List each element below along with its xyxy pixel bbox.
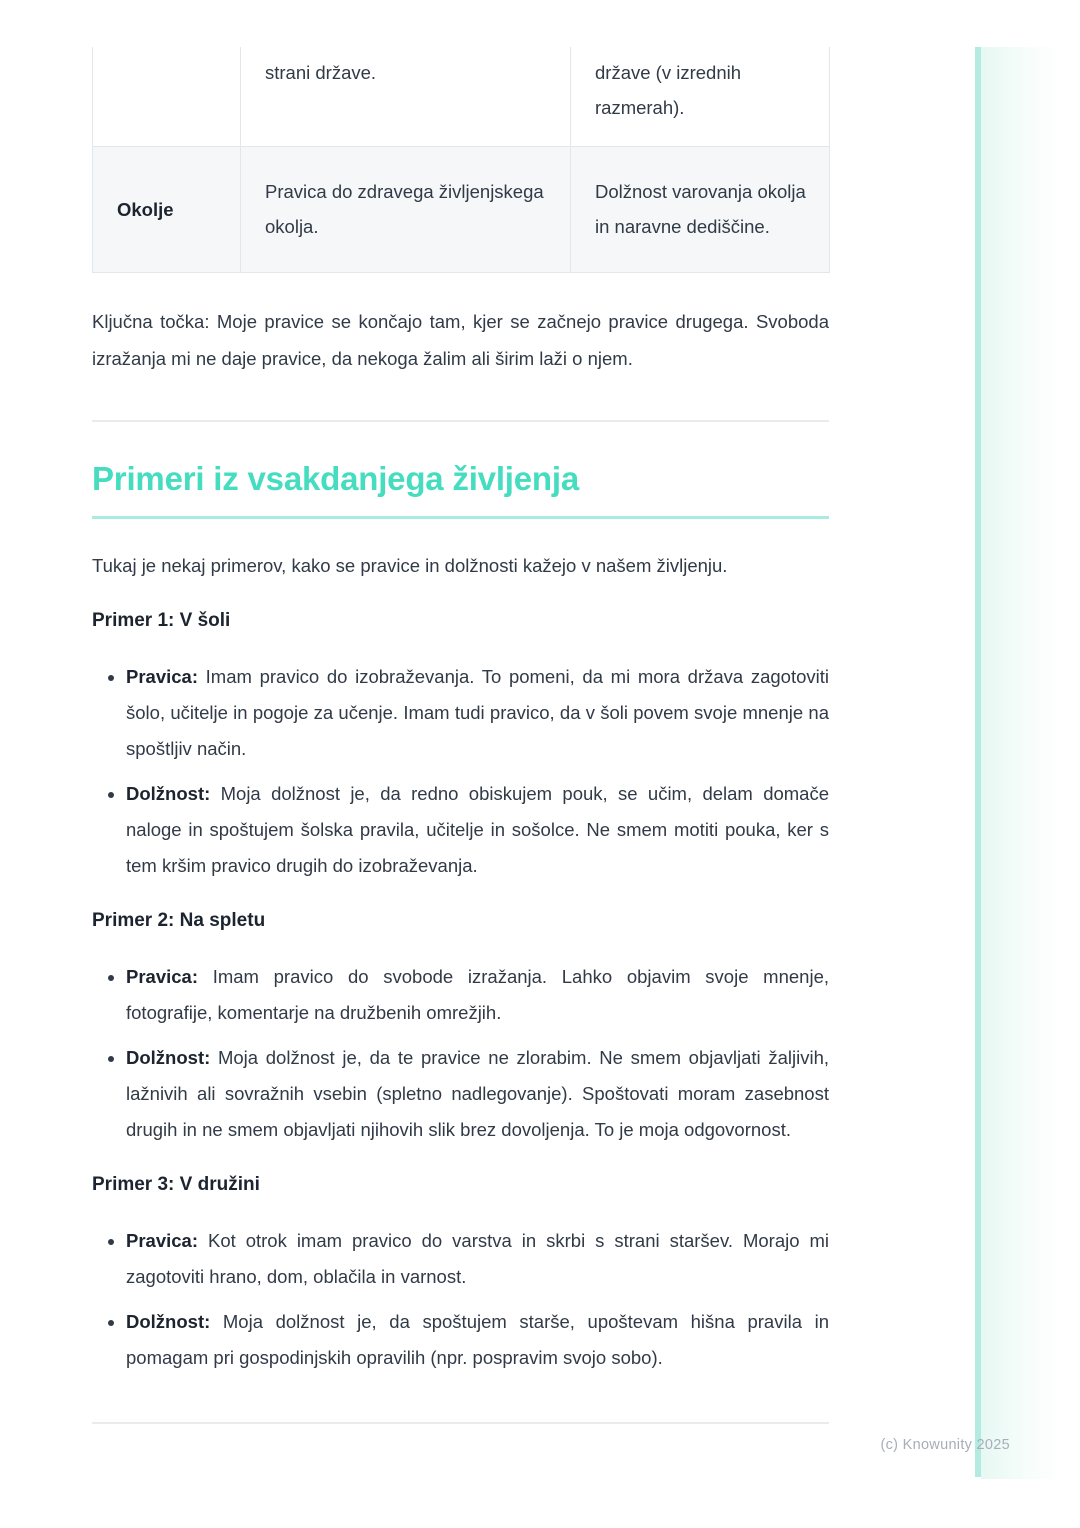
- list-item-pravica: [126, 659, 829, 767]
- list-item-dolznost: [126, 776, 829, 884]
- item-text: Moja dolžnost je, da te pravice ne zlorabim. Ne smem objavljati žaljivih, lažnivih ali sovražnih vsebin (spletno nadlegovanje). Spoštovati moram zasebnost drugih in ne smem objavljati njihovih slik brez dovoljenja. To je moja odgovornost.: [126, 1046, 830, 1140]
- example-3-list: [92, 1223, 829, 1376]
- table-cell-right: strani države.: [241, 47, 571, 146]
- section-title: Primeri iz vsakdanjega življenja: [92, 459, 829, 519]
- page-edge-glow: [981, 47, 1061, 1479]
- item-text: Moja dolžnost je, da spoštujem starše, upoštevam hišna pravila in pomagam pri gospodinjskih opravilih (npr. pospravim svojo sobo).: [126, 1310, 829, 1368]
- item-label: Dolžnost:: [126, 782, 211, 804]
- page-edge-accent-bar: [975, 47, 981, 1477]
- example-2-heading: Primer 2: Na spletu: [92, 909, 266, 931]
- bottom-divider: [92, 1422, 829, 1424]
- item-label: Pravica:: [126, 965, 198, 987]
- list-item-dolznost: [126, 1040, 829, 1148]
- list-item-pravica: [126, 1223, 829, 1295]
- list-item-pravica: [126, 959, 829, 1031]
- item-label: Dolžnost:: [126, 1046, 211, 1068]
- key-point-paragraph: Ključna točka: Moje pravice se končajo tam, kjer se začnejo pravice drugega. Svoboda izražanja mi ne daje pravice, da nekoga žalim ali širim laži o njem.: [92, 310, 829, 369]
- rights-duties-table: [92, 47, 830, 273]
- table-row-cut-off: [93, 47, 830, 146]
- example-2-list: [92, 959, 829, 1148]
- item-text: Imam pravico do izobraževanja. To pomeni, da mi mora država zagotoviti šolo, učitelje in pogoje za učenje. Imam tudi pravico, da v šoli povem svoje mnenje na spoštljiv način.: [126, 665, 830, 759]
- example-1-heading: Primer 1: V šoli: [92, 609, 231, 631]
- item-label: Pravica:: [126, 1229, 198, 1251]
- section-divider: [92, 420, 829, 422]
- item-text: Kot otrok imam pravico do varstva in skrbi s strani staršev. Morajo mi zagotoviti hrano, dom, oblačila in varnost.: [126, 1229, 829, 1287]
- table-cell-category: [93, 47, 241, 146]
- item-label: Pravica:: [126, 665, 198, 687]
- section-intro: Tukaj je nekaj primerov, kako se pravice in dolžnosti kažejo v našem življenju.: [92, 554, 728, 576]
- table-row-okolje: [93, 146, 830, 272]
- example-3-heading: Primer 3: V družini: [92, 1173, 260, 1195]
- table-cell-category: Okolje: [93, 146, 241, 272]
- table-cell-duty: Dolžnost varovanja okolja in naravne dediščine.: [571, 146, 830, 272]
- item-text: Imam pravico do svobode izražanja. Lahko objavim svoje mnenje, fotografije, komentarje na družbenih omrežjih.: [126, 965, 829, 1023]
- list-item-dolznost: [126, 1304, 829, 1376]
- table-cell-duty: države (v izrednih razmerah).: [571, 47, 830, 146]
- footer-copyright: (c) Knowunity 2025: [880, 1437, 1010, 1453]
- table-cell-right: Pravica do zdravega življenjskega okolja.: [241, 146, 571, 272]
- example-1-list: [92, 659, 829, 884]
- item-label: Dolžnost:: [126, 1310, 211, 1332]
- page-content: [92, 0, 829, 1424]
- item-text: Moja dolžnost je, da redno obiskujem pouk, se učim, delam domače naloge in spoštujem šolska pravila, učitelje in sošolce. Ne smem motiti pouka, ker s tem kršim pravico drugih do izobraževanja.: [126, 782, 830, 876]
